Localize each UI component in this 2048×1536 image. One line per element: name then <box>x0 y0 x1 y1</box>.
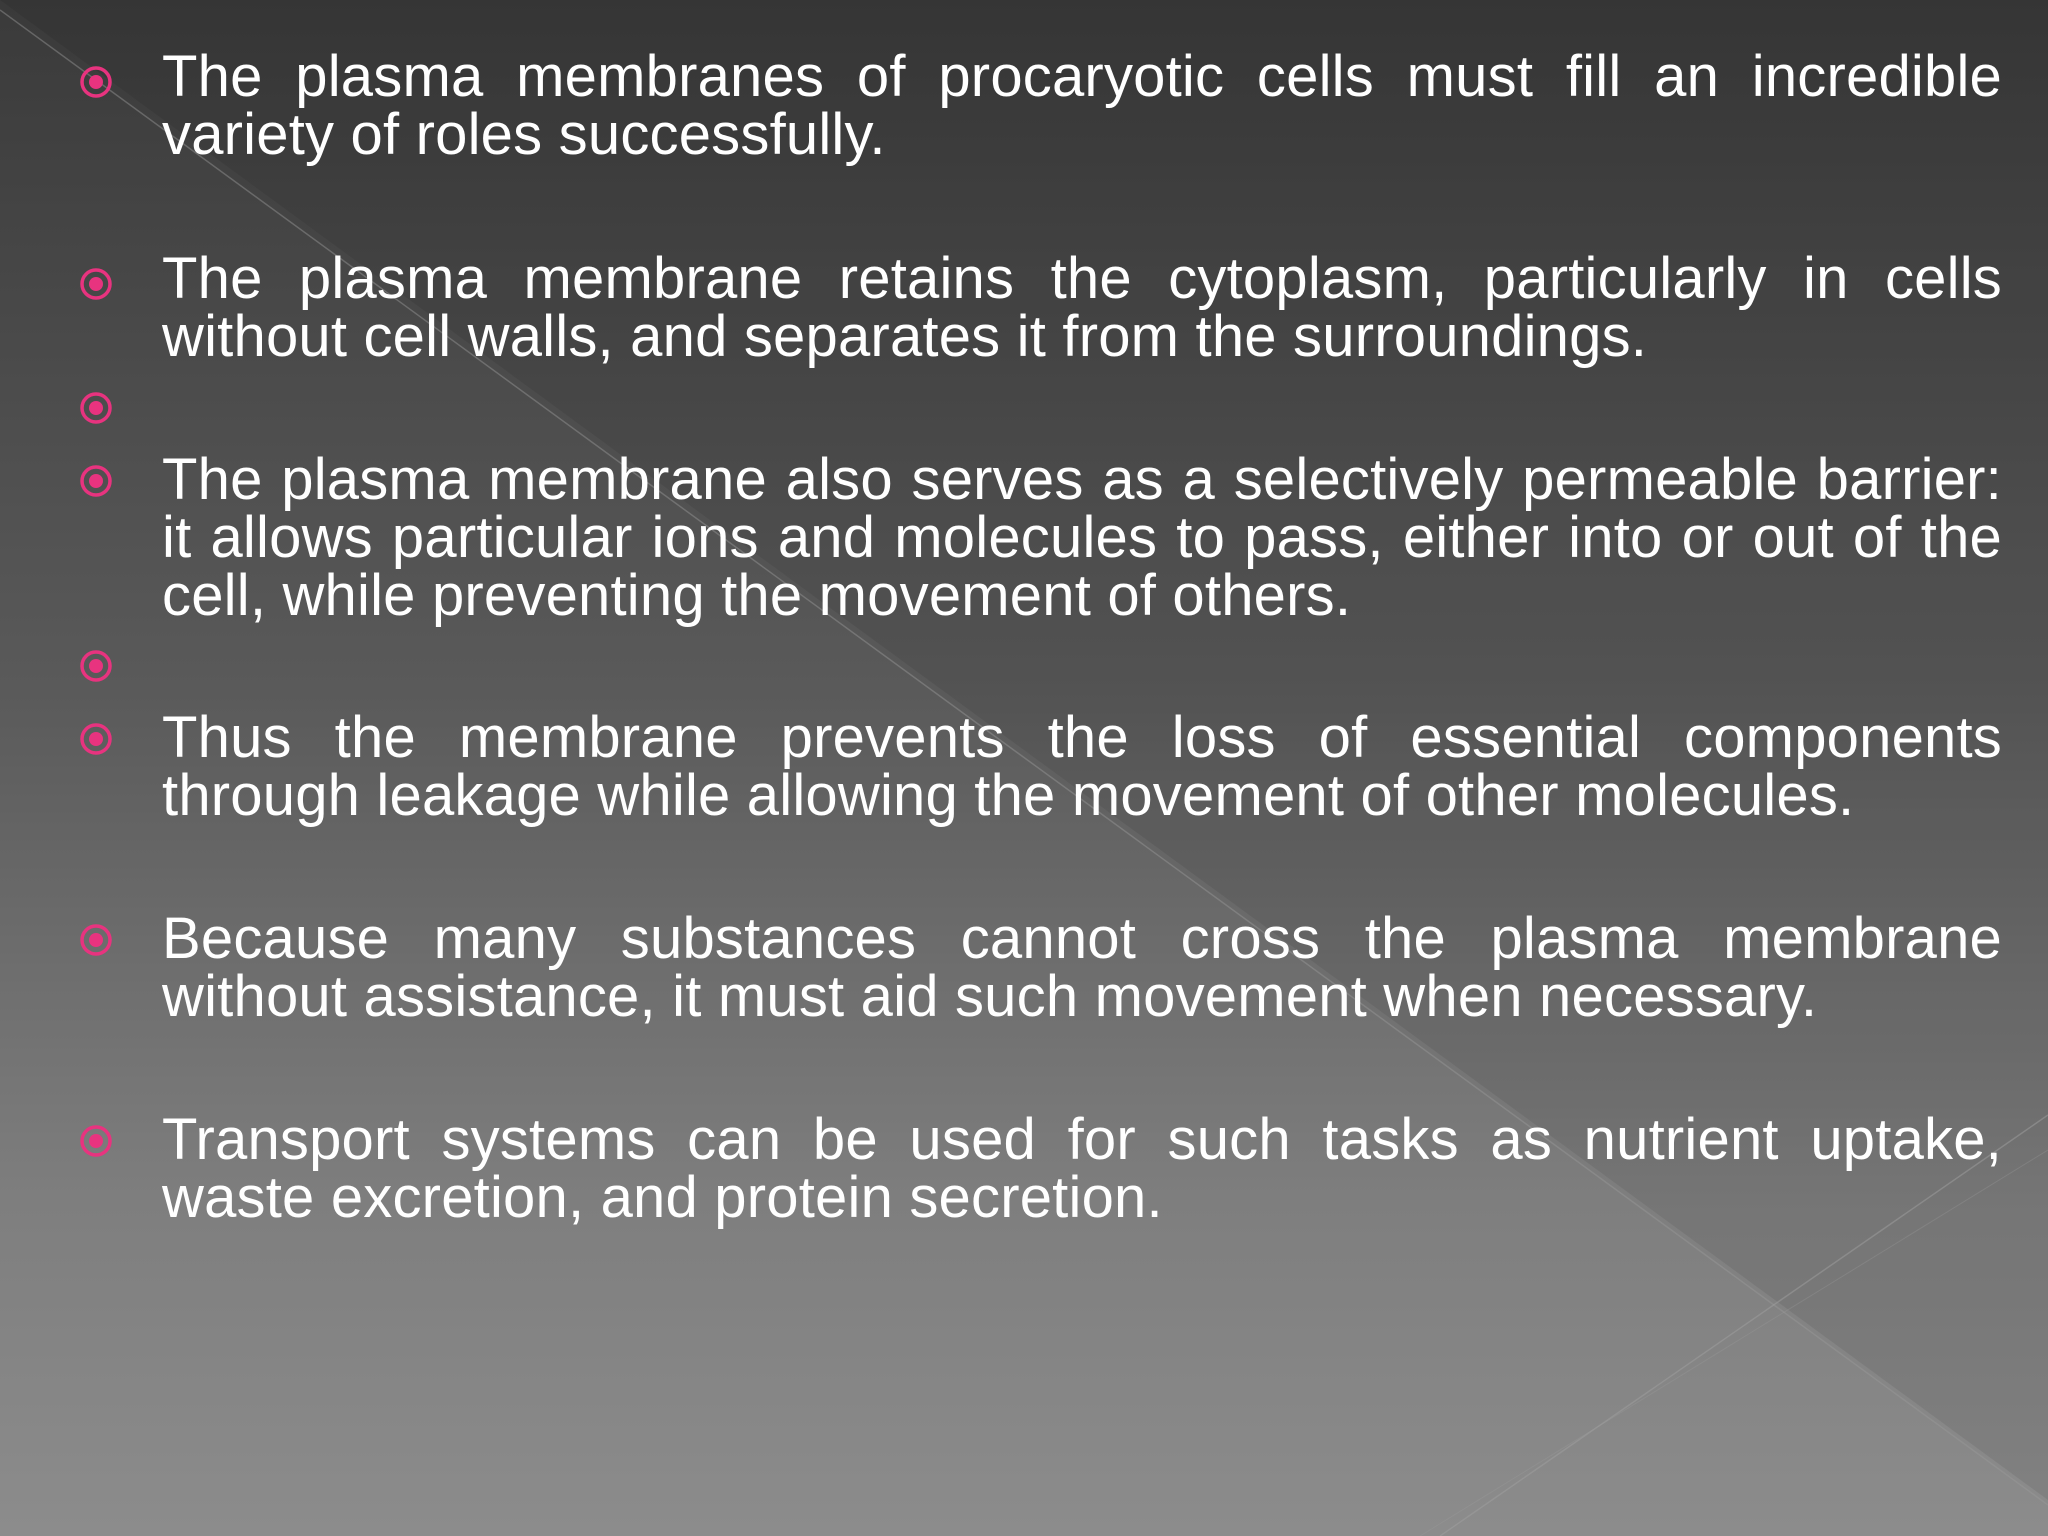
bullet-text: Thus the membrane prevents the loss of essential components through leakage while allowing the movement of other molecules. <box>162 705 2002 828</box>
target-bullet-icon <box>78 648 114 684</box>
bullet-text: Transport systems can be used for such tasks as nutrient uptake, waste excretion, and protein secretion. <box>162 1107 2002 1230</box>
target-bullet-icon <box>78 463 114 499</box>
target-bullet-icon <box>78 64 114 100</box>
bullet-text: Because many substances cannot cross the plasma membrane without assistance, it must aid such movement when necessary. <box>162 906 2002 1029</box>
target-bullet-icon <box>78 266 114 302</box>
target-bullet-icon <box>78 922 114 958</box>
target-bullet-icon <box>78 721 114 757</box>
target-bullet-icon <box>78 1123 114 1159</box>
bullet-text: The plasma membranes of procaryotic cells must fill an incredible variety of roles successfully. <box>162 44 2002 167</box>
bullet-text: The plasma membrane also serves as a selectively permeable barrier: it allows particular ions and molecules to pass, either into or out of the cell, while preventing the movement of others. <box>162 447 2002 628</box>
bullet-text: The plasma membrane retains the cytoplasm, particularly in cells without cell walls, and separates it from the surroundings. <box>162 246 2002 369</box>
target-bullet-icon <box>78 390 114 426</box>
